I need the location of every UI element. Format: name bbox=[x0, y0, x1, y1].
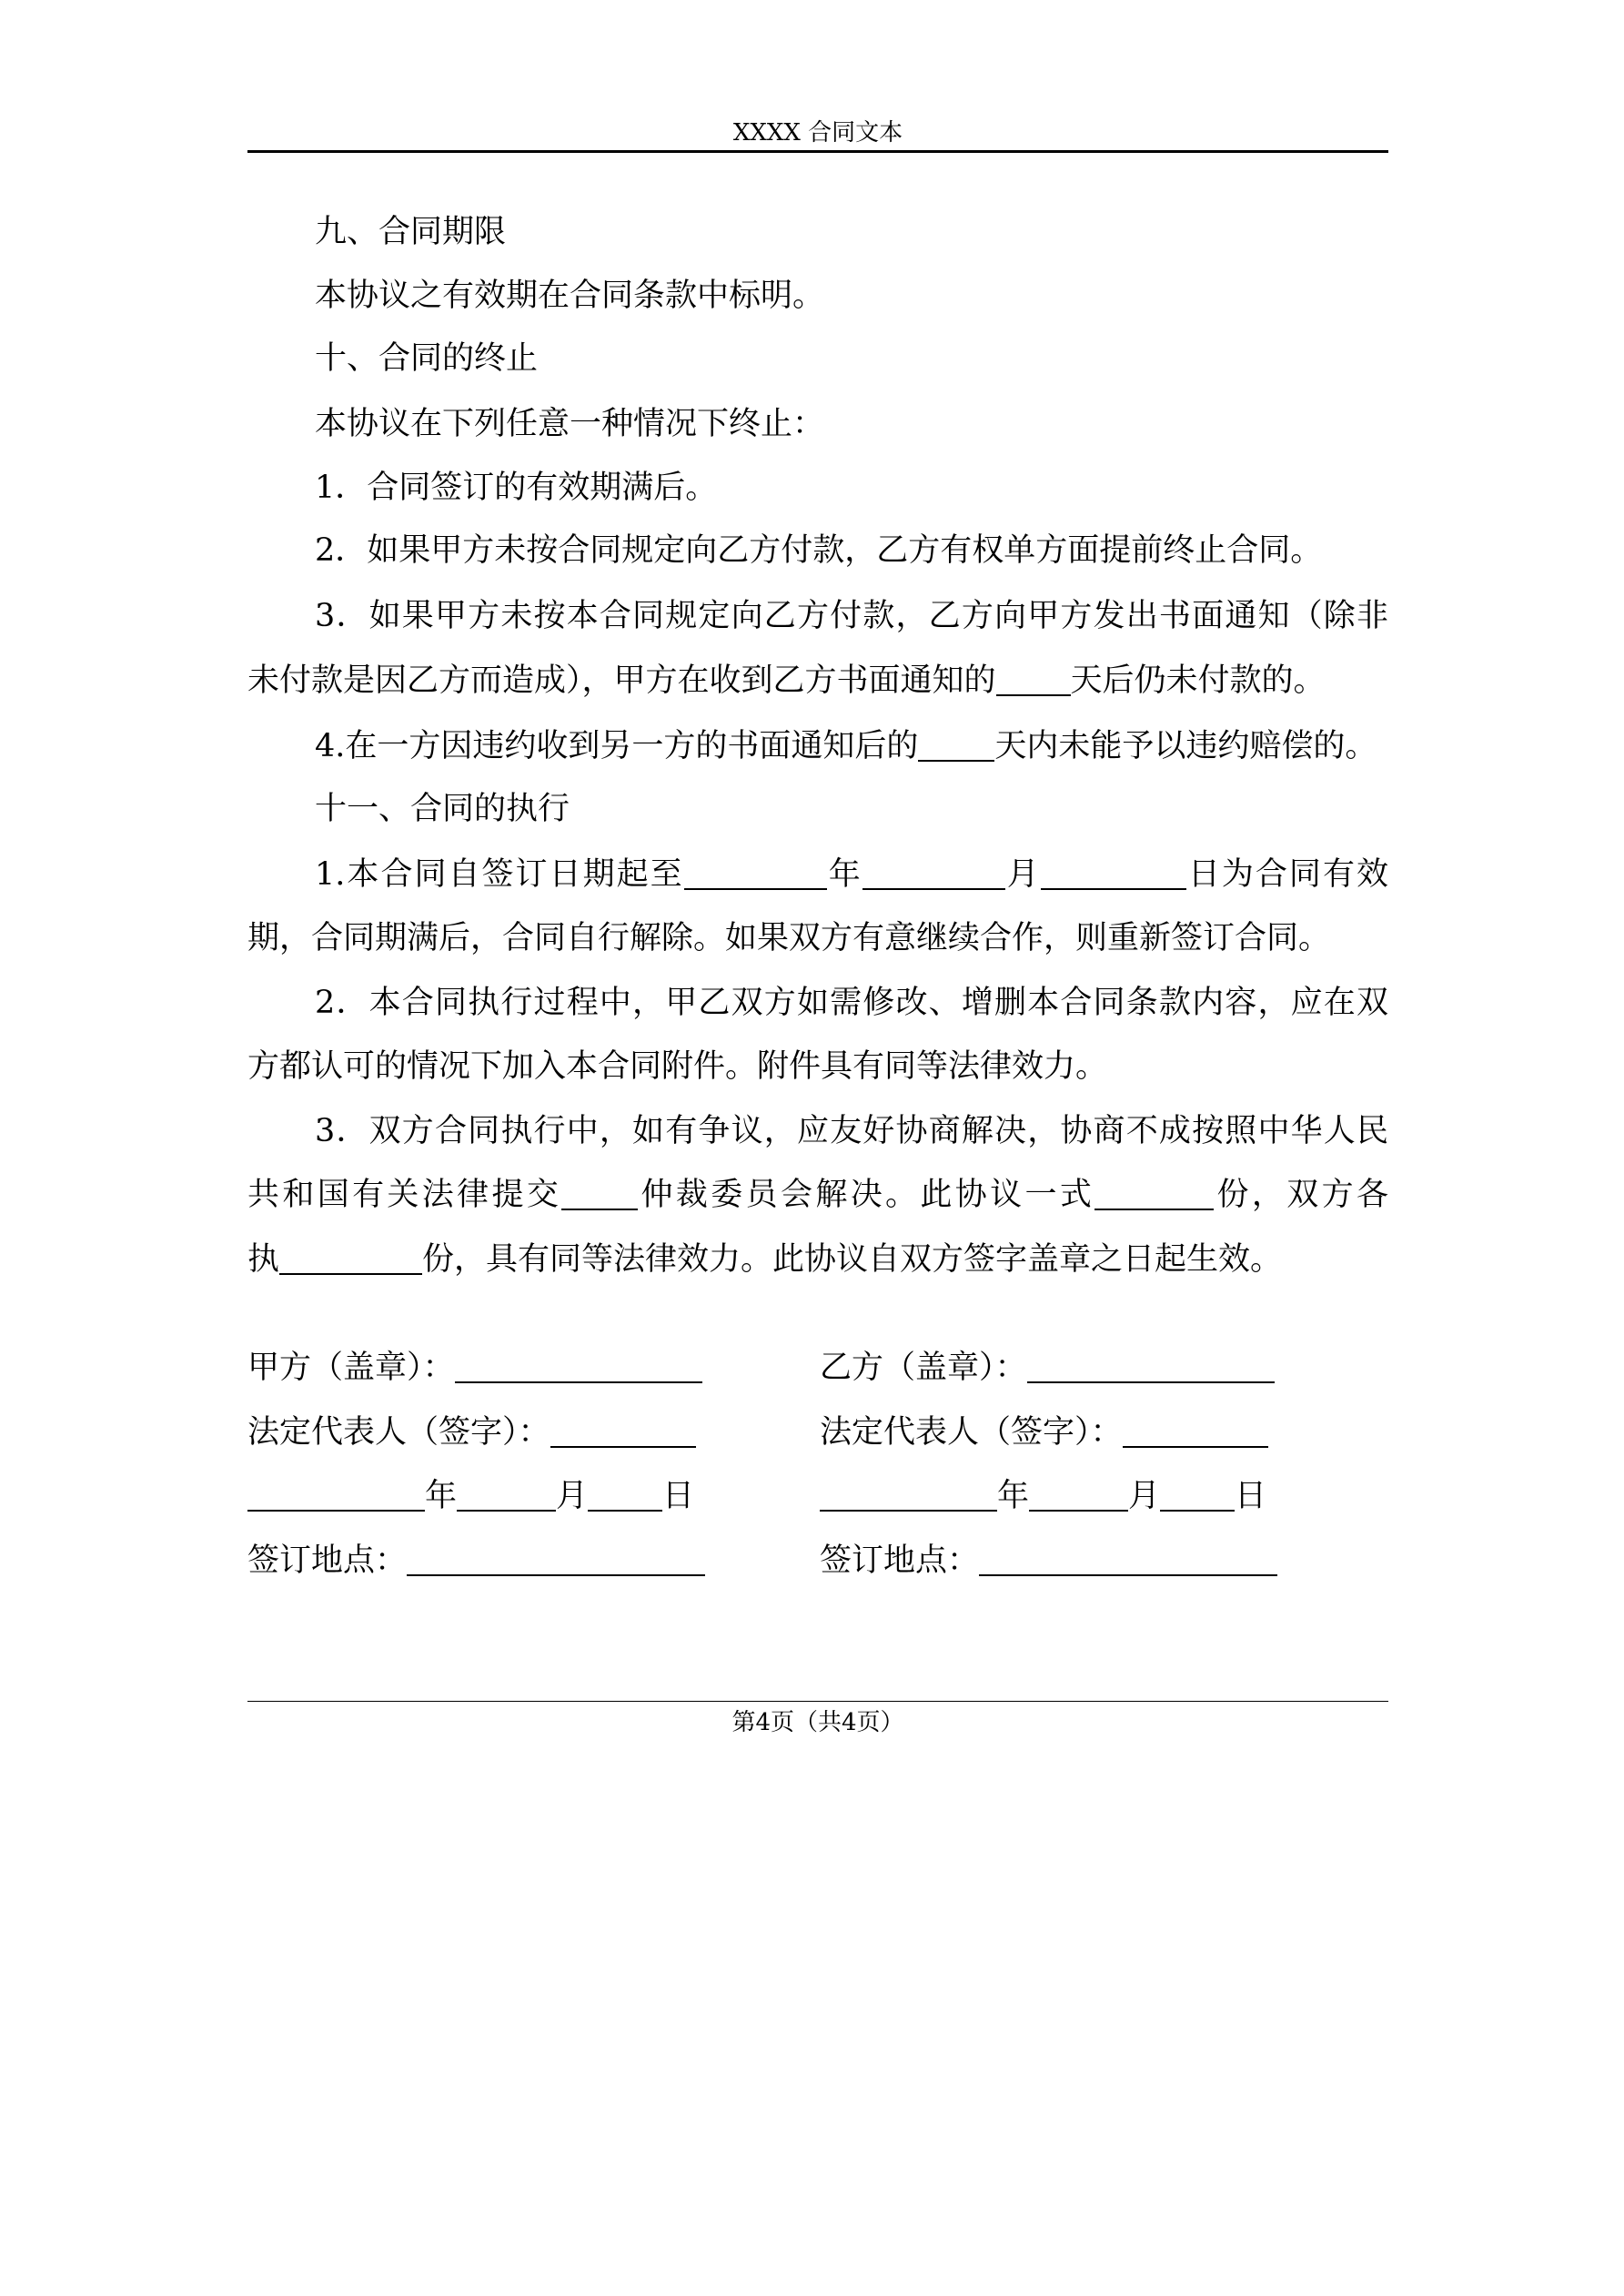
section-9-title: 九、合同期限 bbox=[315, 214, 507, 250]
month-field[interactable] bbox=[1029, 1479, 1128, 1512]
header-divider bbox=[247, 150, 1388, 153]
day-field[interactable] bbox=[588, 1479, 662, 1512]
text: 4.在一方因违约收到另一方的书面通知后的 bbox=[315, 728, 919, 764]
month-field[interactable] bbox=[457, 1479, 556, 1512]
month-label: 月 bbox=[556, 1478, 589, 1514]
party-a-date bbox=[247, 1473, 694, 1519]
section-10-title: 十、合同的终止 bbox=[315, 340, 539, 377]
label: 签订地点： bbox=[820, 1542, 980, 1579]
text: 天内未能予以违约赔偿的。 bbox=[994, 728, 1377, 764]
label: 乙方（盖章）： bbox=[820, 1350, 1027, 1386]
text: 1.本合同自签订日期起至 bbox=[315, 856, 684, 893]
party-b-rep bbox=[820, 1410, 1268, 1455]
year-label: 年 bbox=[425, 1478, 458, 1514]
year-field[interactable] bbox=[820, 1479, 997, 1512]
text: 未付款是因乙方而造成），甲方在收到乙方书面通知的 bbox=[247, 663, 996, 699]
year-field[interactable] bbox=[247, 1479, 425, 1512]
text: 共和国有关法律提交 bbox=[247, 1177, 562, 1213]
text: 份，具有同等法律效力。此协议自双方签字盖章之日起生效。 bbox=[422, 1241, 1283, 1278]
party-b-date bbox=[820, 1473, 1266, 1519]
section-11-title: 十一、合同的执行 bbox=[315, 791, 570, 827]
label: 法定代表人（签字）： bbox=[820, 1414, 1123, 1451]
section-9-text: 本协议之有效期在合同条款中标明。 bbox=[315, 278, 825, 314]
label: 签订地点： bbox=[247, 1542, 408, 1579]
text: 年 bbox=[826, 856, 862, 893]
label: 法定代表人（签字）： bbox=[247, 1414, 550, 1451]
year-label: 年 bbox=[997, 1478, 1030, 1514]
party-a-seal-field[interactable] bbox=[455, 1350, 702, 1383]
footer-divider bbox=[247, 1701, 1388, 1702]
section-10-item-3-cont bbox=[247, 658, 1326, 703]
party-a-seal bbox=[247, 1345, 702, 1391]
text: 日为合同有效 bbox=[1185, 856, 1388, 893]
party-b-seal bbox=[820, 1345, 1275, 1391]
blank-field bbox=[684, 857, 827, 890]
party-b-rep-field[interactable] bbox=[1123, 1415, 1268, 1448]
month-label: 月 bbox=[1128, 1478, 1161, 1514]
section-10-item-1: 1．合同签订的有效期满后。 bbox=[315, 470, 718, 506]
party-b-seal-field[interactable] bbox=[1027, 1350, 1275, 1383]
section-11-item-3-cont bbox=[247, 1172, 1388, 1218]
party-a-place bbox=[247, 1538, 705, 1583]
party-b-place-field[interactable] bbox=[979, 1543, 1277, 1576]
section-10-item-2: 2．如果甲方未按合同规定向乙方付款，乙方有权单方面提前终止合同。 bbox=[315, 532, 1323, 569]
day-field[interactable] bbox=[1160, 1479, 1235, 1512]
blank-field bbox=[996, 663, 1071, 696]
text: 份，双方各 bbox=[1214, 1177, 1388, 1213]
party-a-place-field[interactable] bbox=[407, 1543, 705, 1576]
blank-field bbox=[1094, 1178, 1214, 1210]
section-11-item-3: 3．双方合同执行中，如有争议，应友好协商解决，协商不成按照中华人民 bbox=[315, 1113, 1388, 1149]
section-11-item-3-cont2 bbox=[247, 1237, 1282, 1282]
blank-field bbox=[918, 729, 994, 762]
text: 执 bbox=[247, 1241, 280, 1278]
day-label: 日 bbox=[1235, 1478, 1267, 1514]
blank-field bbox=[279, 1242, 422, 1275]
blank-field bbox=[862, 857, 1005, 890]
section-11-item-1 bbox=[315, 852, 1388, 897]
party-a-rep-field[interactable] bbox=[550, 1415, 696, 1448]
section-11-item-2-cont: 方都认可的情况下加入本合同附件。附件具有同等法律效力。 bbox=[247, 1048, 1108, 1085]
page-header-title: XXXX 合同文本 bbox=[732, 119, 903, 147]
party-b-place bbox=[820, 1538, 1277, 1583]
section-10-item-4 bbox=[315, 723, 1377, 769]
section-11-item-2: 2．本合同执行过程中，甲乙双方如需修改、增删本合同条款内容，应在双 bbox=[315, 985, 1388, 1021]
text: 天后仍未付款的。 bbox=[1070, 663, 1326, 699]
text: 仲裁委员会解决。此协议一式 bbox=[638, 1177, 1095, 1213]
section-10-item-3: 3．如果甲方未按本合同规定向乙方付款，乙方向甲方发出书面通知（除非 bbox=[315, 598, 1388, 634]
blank-field bbox=[561, 1178, 638, 1210]
blank-field bbox=[1041, 857, 1186, 890]
text: 月 bbox=[1004, 856, 1041, 893]
section-11-item-1-cont: 期，合同期满后，合同自行解除。如果双方有意继续合作，则重新签订合同。 bbox=[247, 920, 1331, 956]
label: 甲方（盖章）： bbox=[247, 1350, 455, 1386]
day-label: 日 bbox=[662, 1478, 695, 1514]
page-number: 第4页（共4页） bbox=[731, 1709, 904, 1736]
section-10-intro: 本协议在下列任意一种情况下终止： bbox=[315, 406, 825, 442]
party-a-rep bbox=[247, 1410, 696, 1455]
